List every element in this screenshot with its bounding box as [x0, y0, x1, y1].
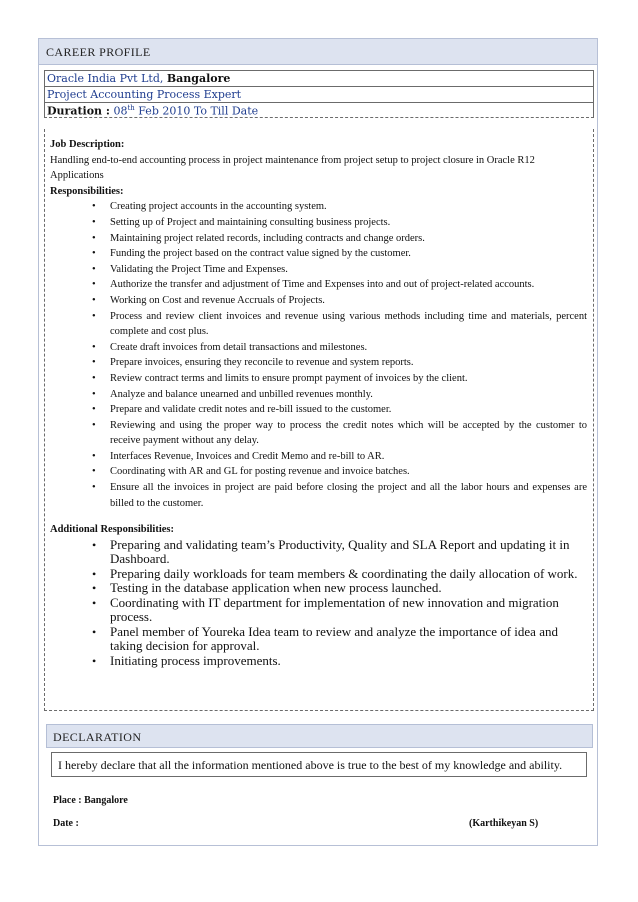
list-item: • Preparing and validating team’s Productivity, Quality and SLA Report and updating it in Dashboard.	[50, 538, 587, 567]
date-line: Date :	[53, 818, 79, 829]
responsibilities-label: Responsibilities:	[50, 185, 124, 197]
duration-line	[44, 102, 594, 118]
list-item: • Ensure all the invoices in project are paid before closing the project and all the labor hours and expenses are billed to the customer.	[50, 480, 587, 511]
company-line	[44, 70, 594, 86]
list-item: • Interfaces Revenue, Invoices and Credit Memo and re-bill to AR.	[50, 449, 587, 465]
company-location: Bangalore	[166, 72, 231, 85]
list-item: • Coordinating with IT department for implementation of new innovation and migration process.	[50, 596, 587, 625]
list-item: • Testing in the database application when new process launched.	[50, 581, 587, 596]
duration-suffix: th	[127, 104, 135, 112]
additional-responsibilities-label: Additional Responsibilities:	[50, 524, 174, 536]
duration-label: Duration :	[47, 104, 110, 118]
list-item: • Preparing daily workloads for team members & coordinating the daily allocation of work.	[50, 567, 587, 582]
job-body	[50, 137, 587, 668]
job-header	[44, 70, 594, 118]
place-line: Place : Bangalore	[53, 795, 128, 806]
list-item: • Authorize the transfer and adjustment of Time and Expenses into and out of project-related accounts.	[50, 277, 587, 293]
list-item: • Validating the Project Time and Expenses.	[50, 262, 587, 278]
signature: (Karthikeyan S)	[469, 818, 539, 829]
list-item: • Process and review client invoices and revenue using various methods including time and materials, percent complete and cost plus.	[50, 309, 587, 340]
list-item: • Create draft invoices from detail transactions and milestones.	[50, 340, 587, 356]
list-item: • Initiating process improvements.	[50, 654, 587, 669]
list-item: • Prepare invoices, ensuring they reconcile to revenue and system reports.	[50, 355, 587, 371]
additional-responsibilities-list	[50, 538, 587, 669]
resume-page	[38, 38, 598, 846]
career-profile-heading: CAREER PROFILE	[39, 39, 597, 65]
list-item: • Setting up of Project and maintaining consulting business projects.	[50, 215, 587, 231]
list-item: • Panel member of Youreka Idea team to review and analyze the importance of idea and taking decision for approval.	[50, 625, 587, 654]
role-line: Project Accounting Process Expert	[44, 86, 594, 102]
declaration-heading: DECLARATION	[46, 724, 593, 748]
list-item: • Coordinating with AR and GL for posting revenue and invoice batches.	[50, 464, 587, 480]
job-description-text: Handling end-to-end accounting process in project maintenance from project setup to project closure in Oracle R12 Applications	[50, 154, 535, 182]
list-item: • Analyze and balance unearned and unbilled revenues monthly.	[50, 387, 587, 403]
responsibilities-list	[50, 199, 587, 511]
list-item: • Working on Cost and revenue Accruals of Projects.	[50, 293, 587, 309]
duration-day: 08	[113, 104, 128, 118]
job-description-label: Job Description:	[50, 139, 125, 150]
declaration-text: I hereby declare that all the information mentioned above is true to the best of my knowledge and ability.	[51, 752, 587, 777]
list-item: • Maintaining project related records, including contracts and change orders.	[50, 231, 587, 247]
list-item: • Creating project accounts in the accounting system.	[50, 199, 587, 215]
list-item: • Review contract terms and limits to ensure prompt payment of invoices by the client.	[50, 371, 587, 387]
duration-rest: Feb 2010 To Till Date	[138, 104, 259, 118]
list-item: • Reviewing and using the proper way to process the credit notes which will be accepted by the customer to receive payment without any delay.	[50, 418, 587, 449]
list-item: • Prepare and validate credit notes and re-bill issued to the customer.	[50, 402, 587, 418]
list-item: • Funding the project based on the contract value signed by the customer.	[50, 246, 587, 262]
company-name: Oracle India Pvt Ltd,	[47, 72, 164, 85]
